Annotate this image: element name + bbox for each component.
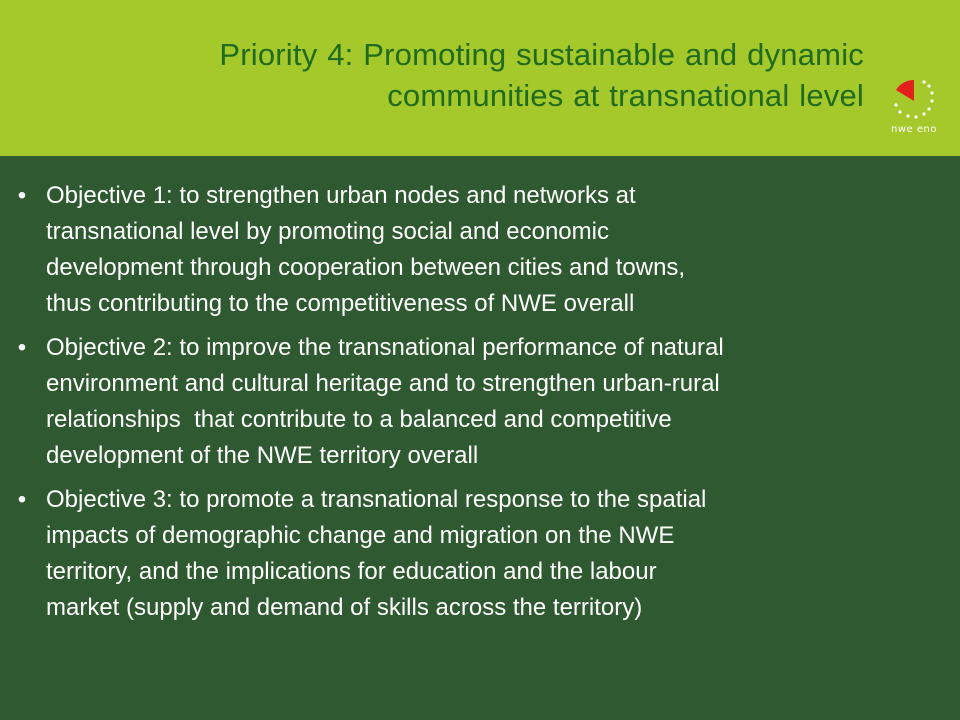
- eu-stars-logo-icon: [884, 74, 944, 124]
- objective-3-line-1: Objective 3: to promote a transnational response to the spatial: [46, 486, 707, 513]
- slide-title-line-2: communities at transnational level: [387, 78, 864, 113]
- objective-2: [17, 330, 946, 474]
- bullet-icon: •: [17, 182, 27, 209]
- logo-text: nwe eno: [891, 124, 937, 135]
- objective-1-line-1: Objective 1: to strengthen urban nodes and networks at: [46, 182, 636, 209]
- slide-body: [0, 156, 960, 720]
- objective-2-line-2: environment and cultural heritage and to strengthen urban-rural: [46, 370, 720, 397]
- logo-red-segment-icon: [896, 80, 914, 101]
- slide-title: [64, 34, 864, 116]
- objective-2-line-4: development of the NWE territory overall: [46, 442, 479, 469]
- objective-1-line-3: development through cooperation between cities and towns,: [46, 254, 686, 281]
- objectives-list: [17, 178, 946, 634]
- objective-1-line-2: transnational level by promoting social and economic: [46, 218, 609, 245]
- bullet-icon: •: [17, 486, 27, 513]
- objective-3: [17, 482, 946, 626]
- nwe-logo: [884, 74, 944, 146]
- objective-1: [17, 178, 946, 322]
- bullet-icon: •: [17, 334, 27, 361]
- objective-2-line-1: Objective 2: to improve the transnational performance of natural: [46, 334, 724, 361]
- objective-1-line-4: thus contributing to the competitiveness of NWE overall: [46, 290, 635, 317]
- slide-header: [0, 0, 960, 156]
- objective-3-line-4: market (supply and demand of skills across the territory): [46, 594, 643, 621]
- objective-2-line-3: relationships that contribute to a balanced and competitive: [46, 406, 672, 433]
- objective-3-line-3: territory, and the implications for education and the labour: [46, 558, 657, 585]
- objective-3-line-2: impacts of demographic change and migration on the NWE: [46, 522, 675, 549]
- slide-title-line-1: Priority 4: Promoting sustainable and dynamic: [219, 37, 864, 72]
